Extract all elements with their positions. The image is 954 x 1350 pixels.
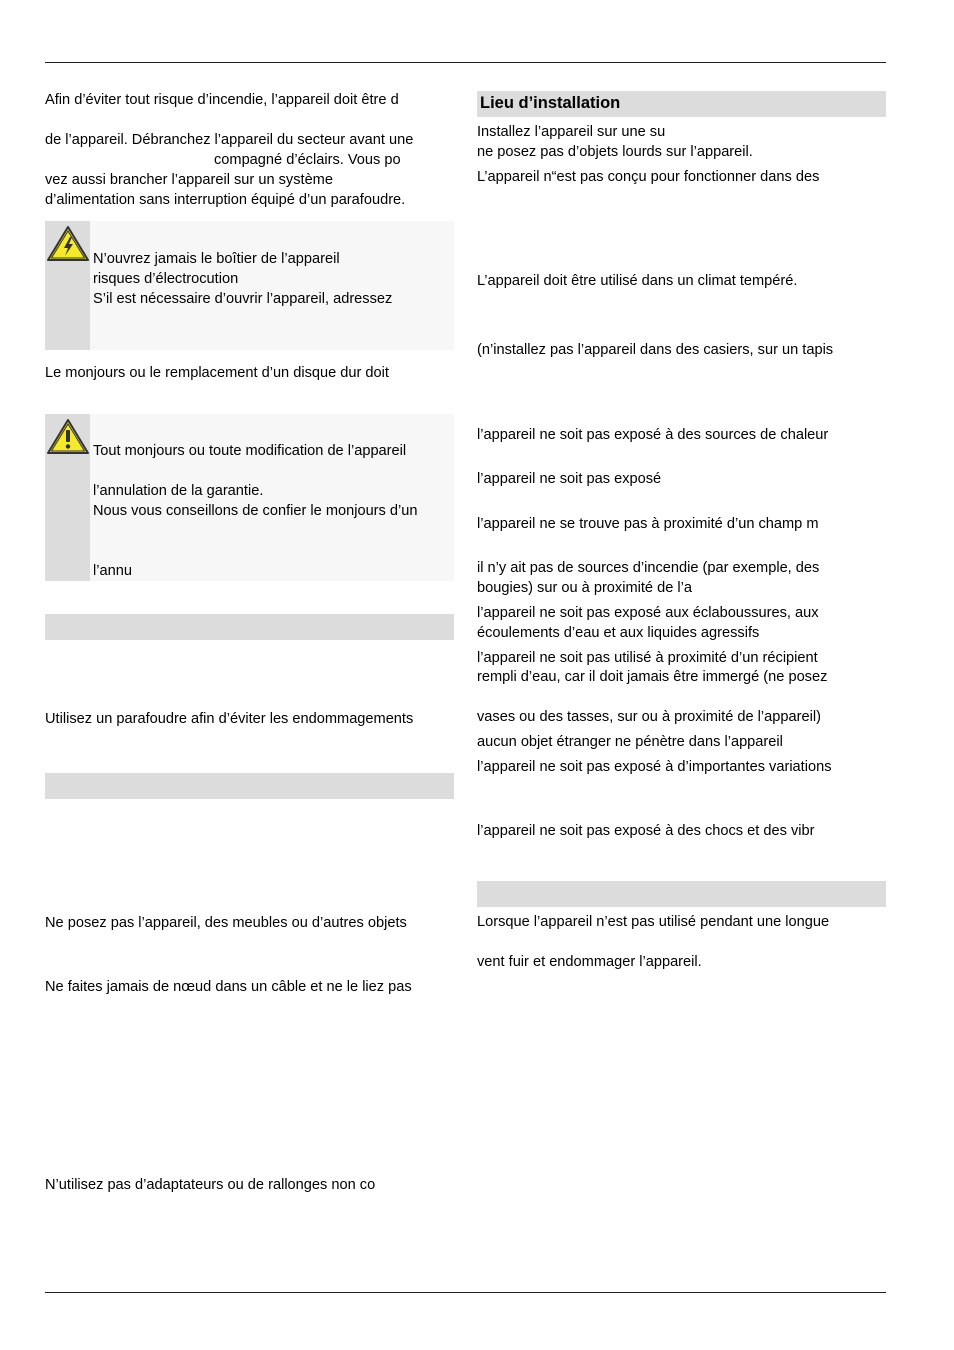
installation-line: l’appareil ne soit pas exposé	[477, 471, 662, 487]
surge-paragraph: Utilisez un parafoudre afin d’éviter les endommagements	[45, 711, 414, 727]
fire-paragraph-line-2: de l’appareil. Débranchez l’appareil du secteur avant une	[45, 132, 414, 148]
installation-line: aucun objet étranger ne pénètre dans l’appareil	[477, 734, 783, 750]
electric-warning-line-3: S’il est nécessaire d’ouvrir l’appareil, adressez	[93, 291, 393, 307]
modification-warning-line-1: Tout monjours ou toute modification de l’appareil	[93, 443, 407, 459]
installation-line: Installez l’appareil sur une su	[477, 124, 666, 140]
installation-line: l’appareil ne soit pas exposé à d’importantes variations	[477, 759, 832, 775]
fire-paragraph-line-5: d’alimentation sans interruption équipé d’un parafoudre.	[45, 192, 406, 208]
modification-warning-line-2: l’annulation de la garantie.	[93, 483, 264, 499]
installation-line: rempli d’eau, car il doit jamais être immergé (ne posez	[477, 669, 828, 685]
installation-heading-bar	[477, 91, 886, 117]
warning-side-strip	[45, 221, 90, 350]
exclamation-warning-icon	[46, 418, 90, 456]
modification-warning-box	[45, 414, 454, 581]
installation-line: l’appareil ne soit pas exposé à des chocs et des vibr	[477, 823, 815, 839]
installation-line: l’appareil ne se trouve pas à proximité d’un champ m	[477, 516, 819, 532]
installation-line: L’appareil doit être utilisé dans un climat tempéré.	[477, 273, 798, 289]
installation-line: il n’y ait pas de sources d’incendie (par exemple, des	[477, 560, 820, 576]
installation-line: ne posez pas d’objets lourds sur l’appareil.	[477, 144, 753, 160]
installation-heading: Lieu d’installation	[480, 94, 621, 112]
section-bar-right	[477, 881, 886, 907]
installation-line: bougies) sur ou à proximité de l’a	[477, 580, 692, 596]
installation-line: l’appareil ne soit pas exposé à des sources de chaleur	[477, 427, 829, 443]
installation-line: vases ou des tasses, sur ou à proximité de l’appareil)	[477, 709, 821, 725]
electric-warning-line-2: risques d’électrocution	[93, 271, 239, 287]
adapter-paragraph: N’utilisez pas d’adaptateurs ou de rallonges non co	[45, 1177, 376, 1193]
bottom-rule	[45, 1292, 886, 1293]
fire-paragraph-line-1: Afin d’éviter tout risque d’incendie, l’appareil doit être d	[45, 92, 399, 108]
installation-line: écoulements d’eau et aux liquides agressifs	[477, 625, 760, 641]
installation-line: l’appareil ne soit pas exposé aux éclaboussures, aux	[477, 605, 819, 621]
modification-warning-line-3: Nous vous conseillons de confier le monjours d’un	[93, 503, 418, 519]
electric-shock-warning-box	[45, 221, 454, 350]
installation-line: l’appareil ne soit pas utilisé à proximité d’un récipient	[477, 650, 818, 666]
section-bar-left-1	[45, 614, 454, 640]
cable-paragraph-2: Ne faites jamais de nœud dans un câble et ne le liez pas	[45, 979, 412, 995]
disk-paragraph: Le monjours ou le remplacement d’un disque dur doit	[45, 365, 389, 381]
modification-warning-line-4: l’annu	[93, 563, 132, 579]
fire-paragraph-line-3: compagné d’éclairs. Vous po	[214, 152, 401, 168]
lightning-warning-icon	[46, 225, 90, 263]
electric-warning-line-1: N’ouvrez jamais le boîtier de l’appareil	[93, 251, 340, 267]
fire-paragraph-line-4: vez aussi brancher l’appareil sur un système	[45, 172, 333, 188]
storage-line-2: vent fuir et endommager l’appareil.	[477, 954, 702, 970]
cable-paragraph-1: Ne posez pas l’appareil, des meubles ou d’autres objets	[45, 915, 407, 931]
installation-line: (n’installez pas l’appareil dans des casiers, sur un tapis	[477, 342, 834, 358]
section-bar-left-2	[45, 773, 454, 799]
top-rule	[45, 62, 886, 63]
storage-line-1: Lorsque l’appareil n’est pas utilisé pendant une longue	[477, 914, 830, 930]
installation-line: L’appareil n“est pas conçu pour fonctionner dans des	[477, 169, 820, 185]
warning-side-strip	[45, 414, 90, 581]
